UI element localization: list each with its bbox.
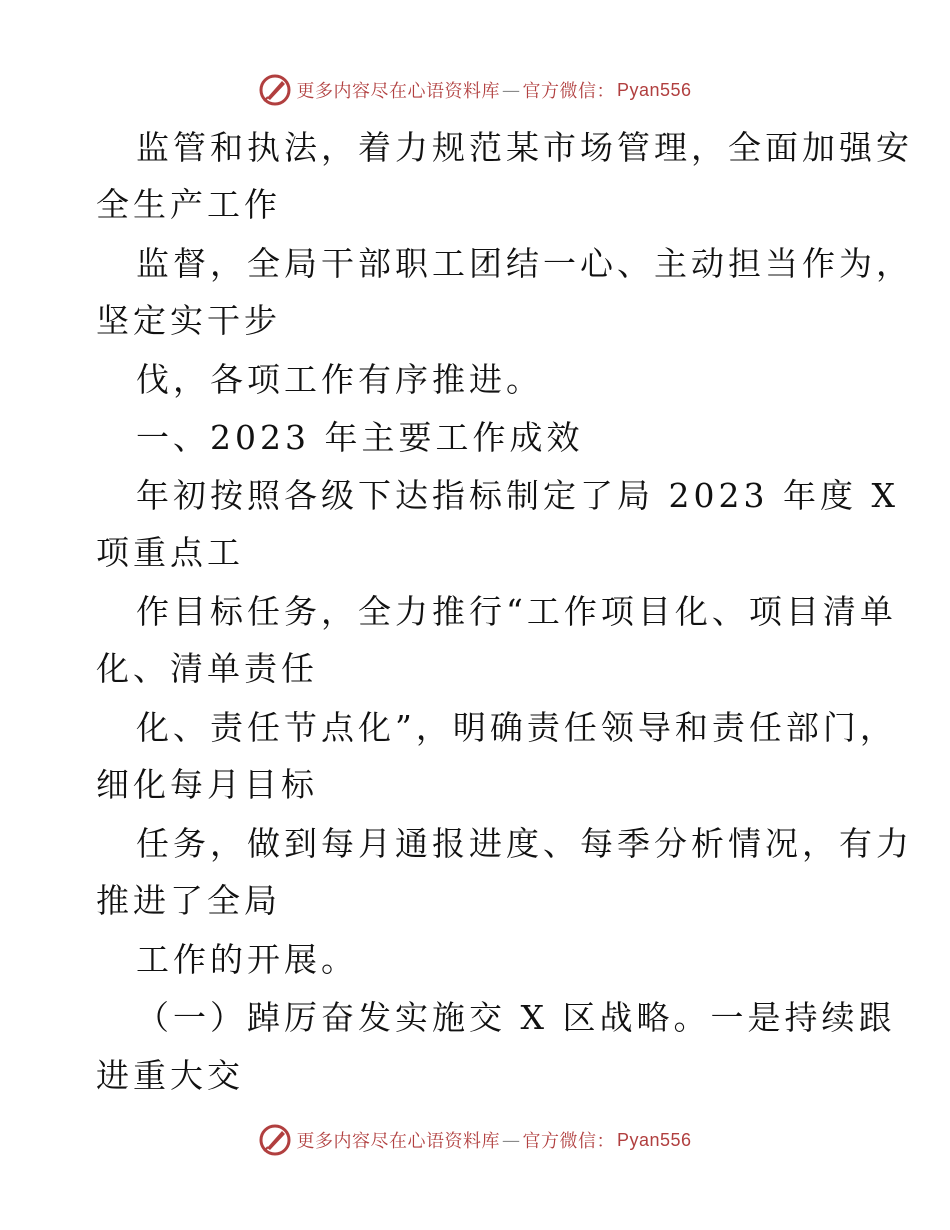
body-line: 坚定实干步 — [96, 301, 281, 340]
body-line: 推进了全局 — [96, 881, 281, 920]
watermark-wechat-id: Pyan556 — [616, 1129, 692, 1150]
watermark-wechat-label: 官方微信： — [522, 81, 615, 102]
header-watermark — [0, 70, 950, 110]
subsection-heading: （一）踔厉奋发实施交 X 区战略。一是持续跟 — [136, 998, 896, 1037]
body-line: 工作的开展。 — [136, 940, 358, 979]
body-line: 年初按照各级下达指标制定了局 2023 年度 X — [136, 476, 899, 515]
watermark-site-label: 更多内容尽在心语资料库 — [296, 1131, 500, 1152]
body-line: 化、清单责任 — [96, 649, 318, 688]
watermark-text — [296, 1127, 691, 1153]
watermark-separator: — — [501, 1129, 521, 1151]
body-line: 项重点工 — [96, 533, 244, 572]
body-line: 监督，全局干部职工团结一心、主动担当作为， — [136, 244, 913, 283]
watermark-site-label: 更多内容尽在心语资料库 — [296, 81, 500, 102]
watermark-wechat-label: 官方微信： — [522, 1131, 615, 1152]
body-line: 任务，做到每月通报进度、每季分析情况，有力 — [136, 824, 913, 863]
body-line: 伐，各项工作有序推进。 — [136, 360, 543, 399]
watermark-wechat-id: Pyan556 — [616, 79, 692, 100]
body-line: 化、责任节点化”，明确责任领导和责任部门， — [136, 708, 897, 747]
body-line: 全生产工作 — [96, 185, 281, 224]
body-line: 作目标任务，全力推行“工作项目化、项目清单 — [136, 592, 897, 631]
quill-seal-logo-icon — [258, 73, 292, 107]
footer-watermark — [0, 1120, 950, 1160]
body-line: 监管和执法，着力规范某市场管理，全面加强安 — [136, 128, 913, 167]
body-line: 细化每月目标 — [96, 765, 318, 804]
watermark-text — [296, 77, 691, 103]
watermark-separator: — — [501, 79, 521, 101]
section-heading: 一、2023 年主要工作成效 — [136, 418, 584, 457]
body-line: 进重大交 — [96, 1056, 244, 1095]
quill-seal-logo-icon — [258, 1123, 292, 1157]
